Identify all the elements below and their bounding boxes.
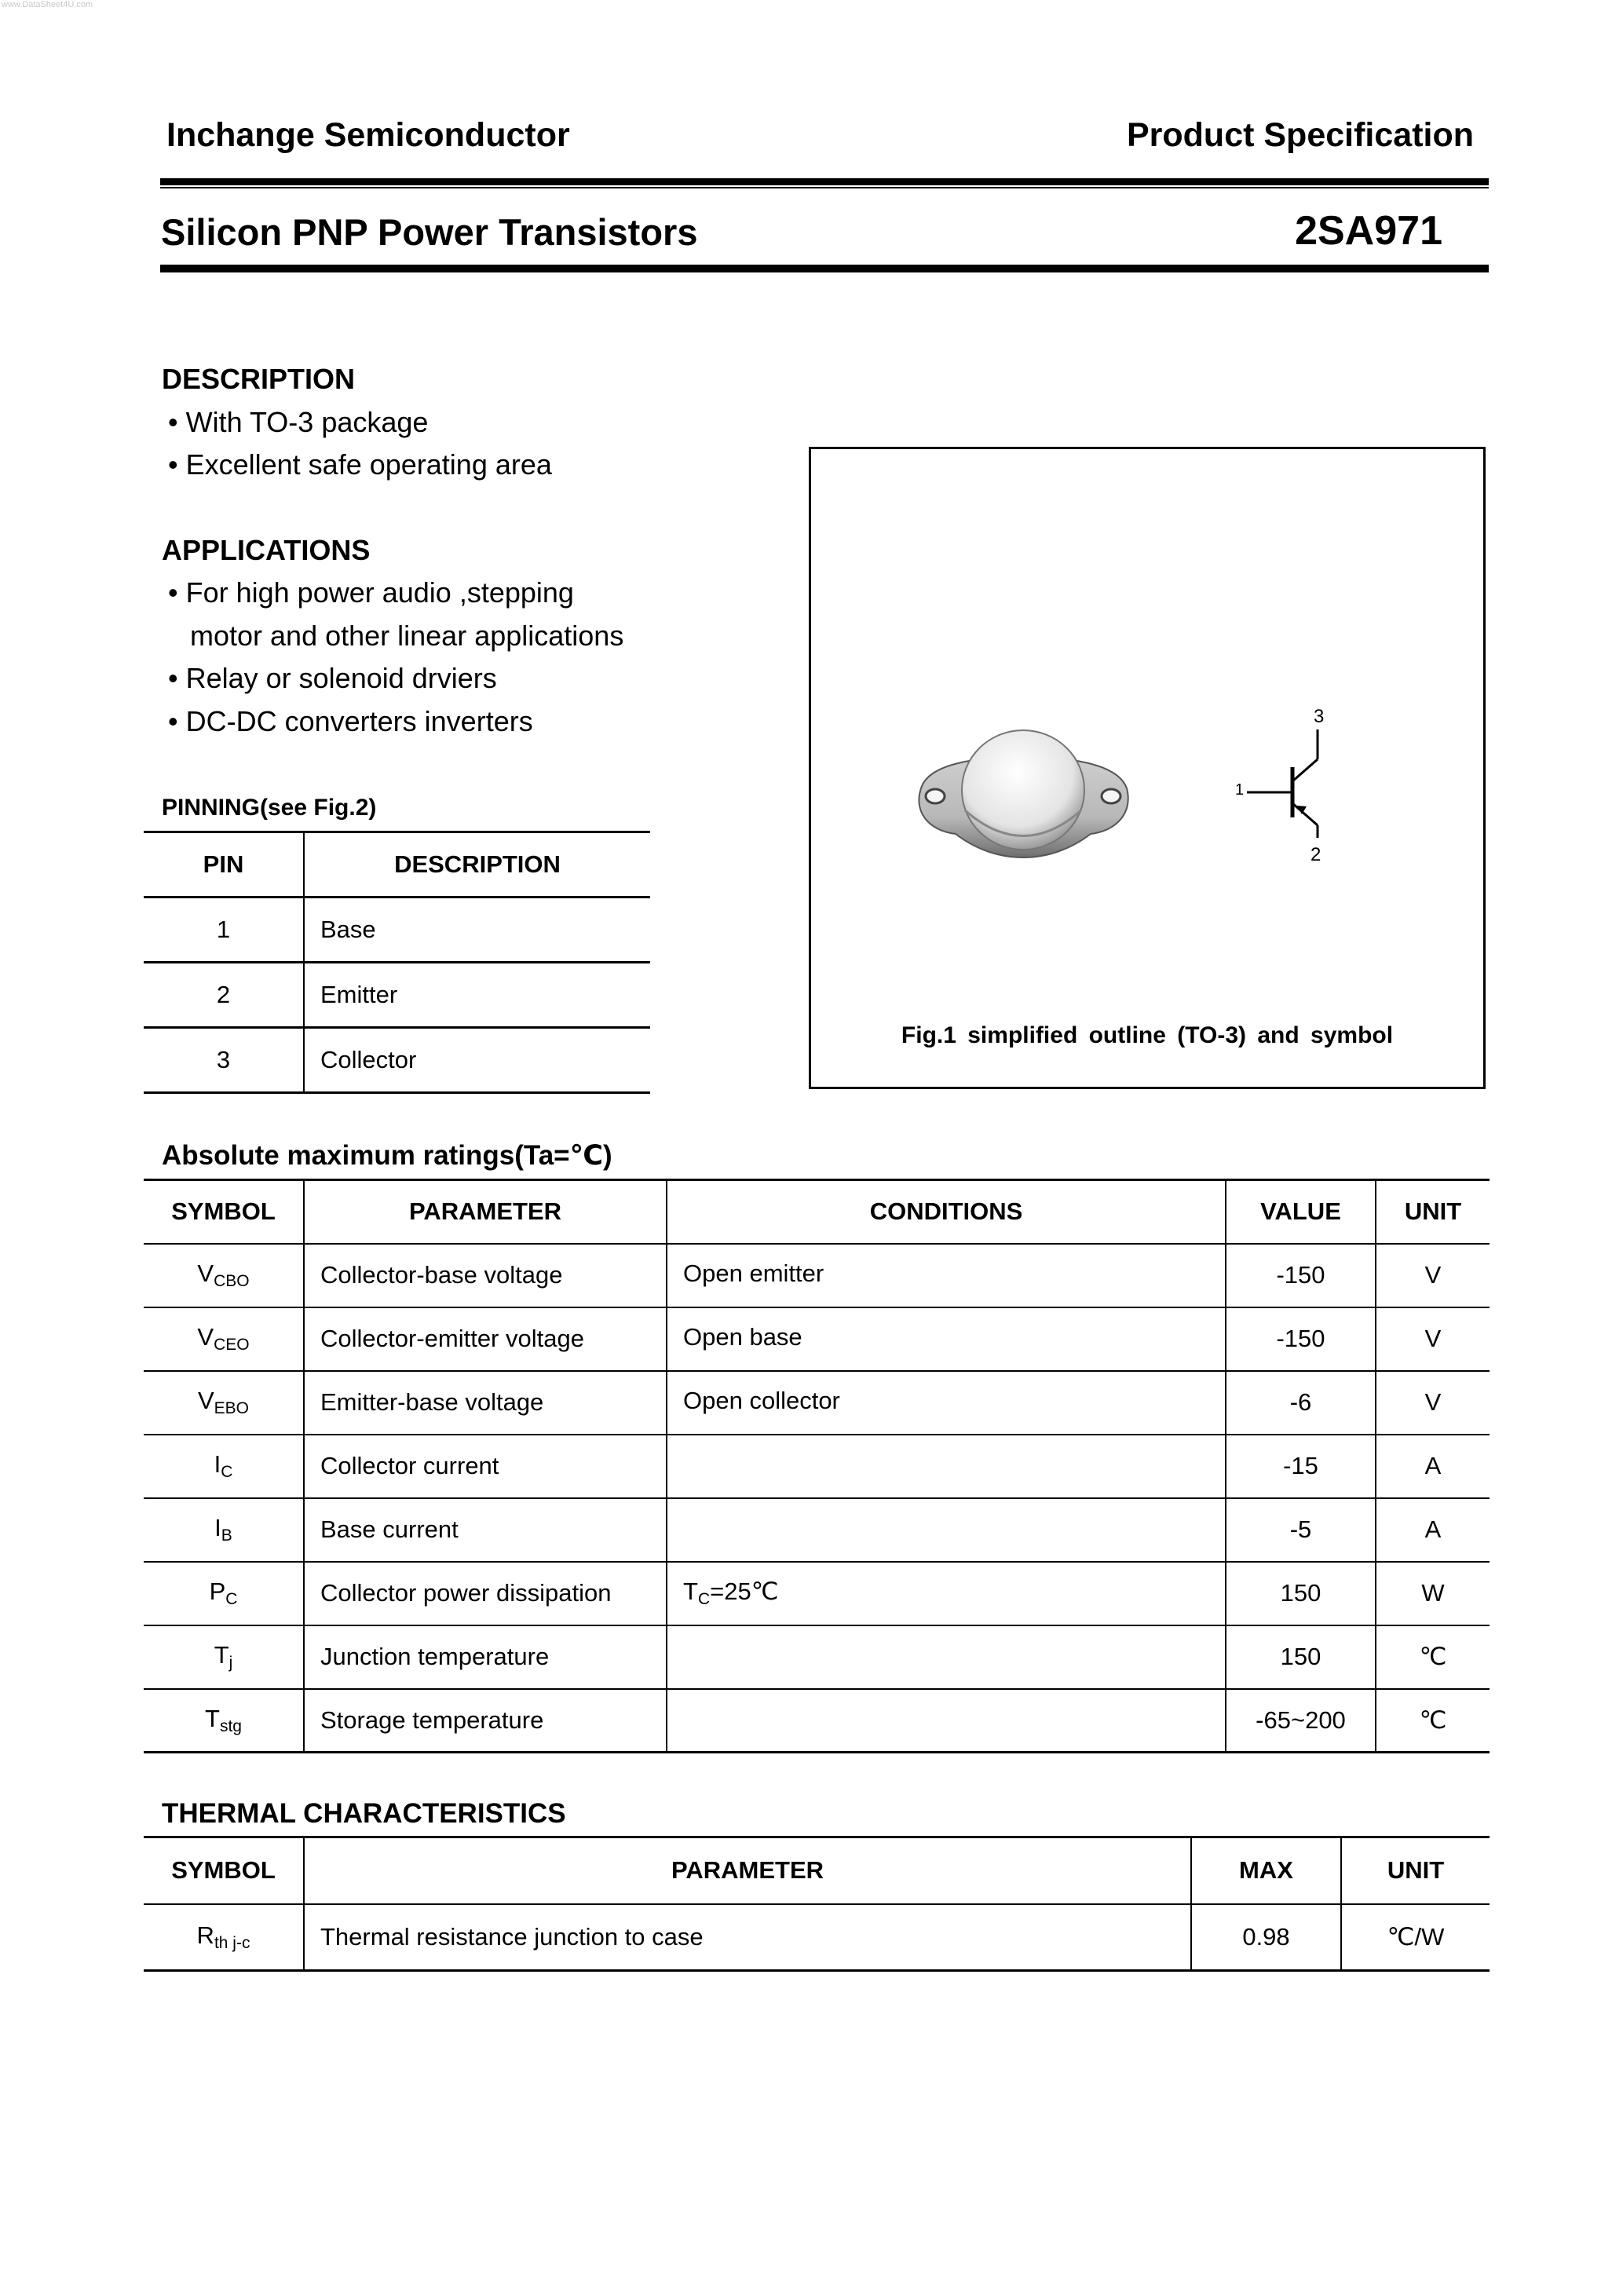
thermal-characteristics-table [144, 1836, 1490, 1972]
to3-package-image [897, 724, 1149, 881]
unit-cell: ℃/W [1341, 1904, 1490, 1971]
absolute-max-ratings-table [144, 1179, 1490, 1753]
unit-cell: V [1376, 1244, 1490, 1307]
col-header-parameter: PARAMETER [304, 1837, 1191, 1904]
symbol-cell: $V_{CBO}$ [144, 1244, 304, 1307]
value-cell: -15 [1226, 1435, 1376, 1498]
table-row [144, 1435, 1490, 1498]
unit-cell: W [1376, 1562, 1490, 1625]
pin-description: Base [304, 898, 650, 963]
description-item: • With TO-3 package [168, 406, 429, 438]
parameter-cell: Collector-base voltage [304, 1244, 667, 1307]
header-rule-top [160, 178, 1489, 185]
pinning-title: PINNING(see Fig.2) [162, 795, 377, 821]
parameter-cell: Collector current [304, 1435, 667, 1498]
table-row [144, 1625, 1490, 1689]
table-row [144, 1904, 1490, 1971]
value-cell: -5 [1226, 1498, 1376, 1562]
table-row [144, 1498, 1490, 1562]
col-header-parameter: PARAMETER [304, 1180, 667, 1244]
symbol-cell: $R_{th j-c}$ [144, 1904, 304, 1971]
part-number: 2SA971 [1295, 208, 1442, 254]
parameter-cell: Emitter-base voltage [304, 1371, 667, 1435]
table-row [144, 1562, 1490, 1625]
table-row [144, 1307, 1490, 1371]
thermal-title: THERMAL CHARACTERISTICS [162, 1798, 566, 1829]
symbol-cell: $V_{EBO}$ [144, 1371, 304, 1435]
table-row [144, 1244, 1490, 1307]
symbol-cell: $I_C$ [144, 1435, 304, 1498]
title-rule [160, 265, 1489, 272]
table-row [144, 1028, 650, 1093]
application-item: • Relay or solenoid drviers [168, 662, 497, 694]
conditions-cell: Open emitter [667, 1244, 1226, 1307]
symbol-cell: $T_j$ [144, 1625, 304, 1689]
description-title: DESCRIPTION [162, 363, 356, 395]
symbol-pin-label: 3 [1314, 706, 1325, 727]
col-header-max: MAX [1191, 1837, 1341, 1904]
header-rule-thin [160, 187, 1489, 188]
col-header-value: VALUE [1226, 1180, 1376, 1244]
conditions-cell [667, 1625, 1226, 1689]
value-cell: 150 [1226, 1625, 1376, 1689]
col-header-conditions: CONDITIONS [667, 1180, 1226, 1244]
table-row [144, 898, 650, 963]
symbol-cell: $T_{stg}$ [144, 1689, 304, 1753]
col-header-unit: UNIT [1341, 1837, 1490, 1904]
col-header-pin: PIN [144, 832, 304, 898]
parameter-cell: Storage temperature [304, 1689, 667, 1753]
figure-caption: Fig.1 simplified outline (TO-3) and symbol [901, 1022, 1394, 1048]
application-item: • For high power audio ,stepping [168, 576, 574, 609]
unit-cell: V [1376, 1307, 1490, 1371]
symbol-pin-label: 1 [1235, 781, 1245, 799]
symbol-cell: $I_B$ [144, 1498, 304, 1562]
table-row [144, 1689, 1490, 1753]
col-header-description: DESCRIPTION [304, 832, 650, 898]
conditions-cell: Open collector [667, 1371, 1226, 1435]
value-cell: -150 [1226, 1244, 1376, 1307]
parameter-cell: Junction temperature [304, 1625, 667, 1689]
company-name: Inchange Semiconductor [166, 116, 570, 154]
value-cell: 150 [1226, 1562, 1376, 1625]
unit-cell: A [1376, 1435, 1490, 1498]
col-header-symbol: SYMBOL [144, 1837, 304, 1904]
max-cell: 0.98 [1191, 1904, 1341, 1971]
unit-cell: A [1376, 1498, 1490, 1562]
conditions-cell [667, 1689, 1226, 1753]
product-family: Silicon PNP Power Transistors [161, 211, 698, 253]
parameter-cell: Collector power dissipation [304, 1562, 667, 1625]
table-row [144, 963, 650, 1028]
symbol-cell: $P_C$ [144, 1562, 304, 1625]
symbol-pin-label: 2 [1310, 844, 1321, 865]
description-item: • Excellent safe operating area [168, 448, 552, 481]
pin-description: Emitter [304, 963, 650, 1028]
parameter-cell: Base current [304, 1498, 667, 1562]
parameter-cell: Collector-emitter voltage [304, 1307, 667, 1371]
doc-type: Product Specification [1126, 116, 1474, 154]
col-header-unit: UNIT [1376, 1180, 1490, 1244]
abs-max-title: Absolute maximum ratings(Ta=℃) [162, 1140, 612, 1171]
symbol-cell: $V_{CEO}$ [144, 1307, 304, 1371]
value-cell: -6 [1226, 1371, 1376, 1435]
table-header-row [144, 832, 650, 898]
conditions-cell: Open base [667, 1307, 1226, 1371]
pin-number: 3 [144, 1028, 304, 1093]
col-header-symbol: SYMBOL [144, 1180, 304, 1244]
table-header-row [144, 1180, 1490, 1244]
application-item-continued: motor and other linear applications [190, 620, 624, 652]
pinning-table [144, 831, 650, 1094]
conditions-cell: $T_C=25℃$ [667, 1562, 1226, 1625]
value-cell: -65~200 [1226, 1689, 1376, 1753]
conditions-cell [667, 1498, 1226, 1562]
watermark: www.DataSheet4U.com [2, 0, 93, 9]
applications-title: APPLICATIONS [162, 534, 371, 566]
figure-box [809, 447, 1486, 1089]
pin-number: 2 [144, 963, 304, 1028]
application-item: • DC-DC converters inverters [168, 705, 533, 737]
table-row [144, 1371, 1490, 1435]
unit-cell: V [1376, 1371, 1490, 1435]
table-header-row [144, 1837, 1490, 1904]
conditions-cell [667, 1435, 1226, 1498]
unit-cell: ℃ [1376, 1689, 1490, 1753]
unit-cell: ℃ [1376, 1625, 1490, 1689]
value-cell: -150 [1226, 1307, 1376, 1371]
pin-description: Collector [304, 1028, 650, 1093]
pin-number: 1 [144, 898, 304, 963]
parameter-cell: Thermal resistance junction to case [304, 1904, 1191, 1971]
